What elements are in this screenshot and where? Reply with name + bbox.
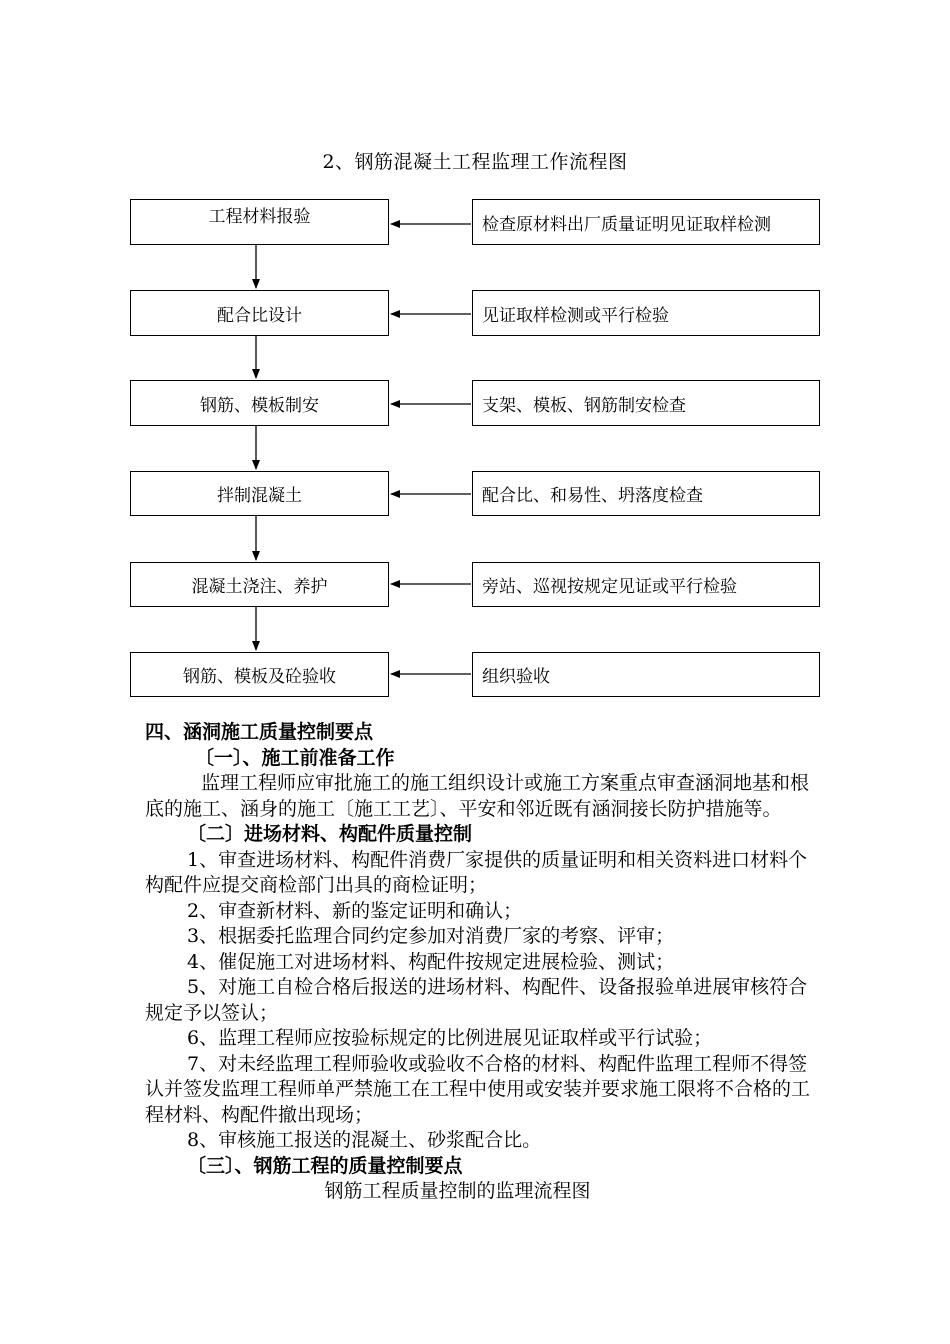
check-label: 配合比、和易性、坍落度检查 <box>482 486 703 506</box>
section-heading: 四、涵洞施工质量控制要点 <box>145 721 374 743</box>
check-box <box>472 380 820 426</box>
subsection-heading: 〔三〕、钢筋工程的质量控制要点 <box>187 1154 463 1177</box>
check-box <box>472 290 820 336</box>
process-step-label: 钢筋、模板制安 <box>200 395 319 416</box>
flowchart-title: 2、钢筋混凝土工程监理工作流程图 <box>322 151 628 173</box>
list-item: 5、对施工自检合格后报送的进场材料、构配件、设备报验单进展审核符合规定予以签认； <box>145 976 808 1024</box>
process-step-box <box>130 562 389 607</box>
process-step-box <box>130 290 389 336</box>
subsection-heading: 〔二〕进场材料、构配件质量控制 <box>187 823 473 845</box>
process-step-box <box>130 199 389 245</box>
check-label: 检查原材料出厂质量证明见证取样检测 <box>482 214 771 235</box>
check-box <box>472 652 820 697</box>
check-box <box>472 199 820 245</box>
process-step-label: 拌制混凝土 <box>217 486 302 506</box>
list-item: 3、根据委托监理合同约定参加对消费厂家的考察、评审； <box>187 925 675 947</box>
list-item: 4、催促施工对进场材料、构配件按规定进展检验、测试； <box>187 950 675 973</box>
process-step-label: 混凝土浇注、养护 <box>191 577 328 597</box>
process-step-box <box>130 652 389 697</box>
check-label: 见证取样检测或平行检验 <box>482 305 669 326</box>
check-label: 旁站、巡视按规定见证或平行检验 <box>482 577 737 597</box>
list-item: 2、审查新材料、新的鉴定证明和确认； <box>187 899 523 922</box>
check-box <box>472 471 820 516</box>
process-step-box <box>130 471 389 516</box>
list-item: 7、对未经监理工程师验收或验收不合格的材料、构配件监理工程师不得签认并签发监理工程师单严禁施工在工程中使用或安装并要求施工限将不合格的工程材料、构配件撤出现场； <box>145 1052 811 1126</box>
paragraph: 监理工程师应审批施工的施工组织设计或施工方案重点审查涵洞地基和根底的施工、涵身的施工〔施工工艺〕、平安和邻近既有涵洞接长防护措施等。 <box>145 772 810 820</box>
figure-caption: 钢筋工程质量控制的监理流程图 <box>324 1180 591 1202</box>
list-item: 6、监理工程师应按验标规定的比例进展见证取样或平行试验； <box>187 1027 713 1049</box>
section-body <box>145 720 825 1205</box>
subsection-heading: 〔一〕、施工前准备工作 <box>195 746 395 769</box>
process-step-label: 钢筋、模板及砼验收 <box>183 667 336 687</box>
list-item: 1、审查进场材料、构配件消费厂家提供的质量证明和相关资料进口材料个构配件应提交商检部门出具的商检证明； <box>145 848 808 896</box>
check-label: 组织验收 <box>482 667 550 687</box>
process-step-box <box>130 380 389 426</box>
list-item: 8、审核施工报送的混凝土、砂浆配合比。 <box>187 1129 542 1151</box>
check-label: 支架、模板、钢筋制安检查 <box>482 395 686 416</box>
check-box <box>472 562 820 607</box>
process-step-label: 配合比设计 <box>217 305 302 326</box>
process-step-label: 工程材料报验 <box>208 207 311 227</box>
